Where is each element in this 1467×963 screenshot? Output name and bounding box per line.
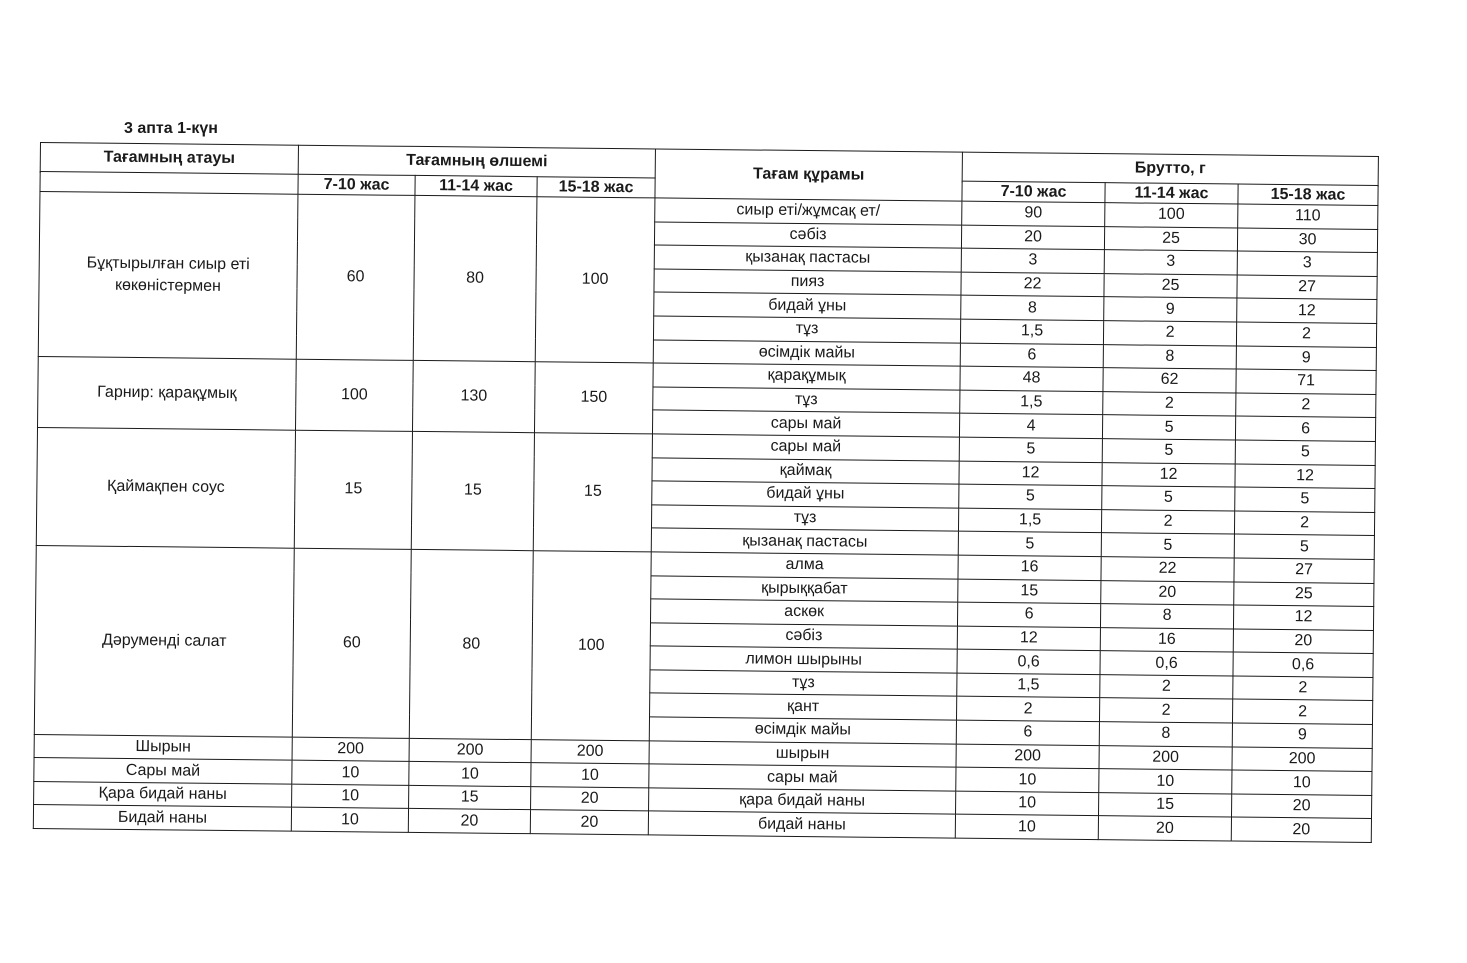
brutto-cell: 12 bbox=[1102, 462, 1235, 487]
brutto-cell: 16 bbox=[958, 555, 1101, 580]
brutto-cell: 27 bbox=[1234, 558, 1374, 583]
brutto-cell: 2 bbox=[1100, 675, 1233, 700]
brutto-cell: 2 bbox=[956, 697, 1099, 722]
brutto-cell: 12 bbox=[1235, 464, 1375, 489]
portion-cell: 15 bbox=[409, 785, 531, 810]
brutto-cell: 2 bbox=[1236, 322, 1376, 347]
brutto-cell: 9 bbox=[1232, 723, 1372, 748]
brutto-cell: 90 bbox=[962, 201, 1105, 226]
brutto-cell: 10 bbox=[956, 767, 1099, 792]
brutto-cell: 4 bbox=[959, 413, 1102, 438]
portion-cell: 15 bbox=[411, 431, 534, 550]
brutto-cell: 25 bbox=[1104, 226, 1237, 251]
ingredient-name-cell: өсімдік майы bbox=[649, 717, 956, 744]
brutto-cell: 5 bbox=[1234, 534, 1374, 559]
brutto-cell: 16 bbox=[1100, 627, 1233, 652]
brutto-cell: 8 bbox=[1100, 604, 1233, 629]
dish-name-cell: Шырын bbox=[34, 734, 292, 760]
brutto-cell: 22 bbox=[1101, 557, 1234, 582]
brutto-cell: 6 bbox=[957, 602, 1100, 627]
header-brutto: Брутто, г bbox=[962, 152, 1378, 185]
brutto-cell: 22 bbox=[961, 272, 1104, 297]
menu-table-body bbox=[33, 192, 1378, 843]
brutto-cell: 1,5 bbox=[957, 673, 1100, 698]
brutto-cell: 8 bbox=[1103, 344, 1236, 369]
ingredient-name-cell: тұз bbox=[650, 670, 957, 697]
ingredient-name-cell: қара бидай наны bbox=[649, 788, 956, 815]
dish-name-cell: Бұқтырылған сиыр еті көкөністермен bbox=[38, 192, 298, 360]
header-portion-age-2: 11-14 жас bbox=[415, 175, 537, 196]
portion-cell: 10 bbox=[292, 760, 409, 785]
brutto-cell: 9 bbox=[1104, 297, 1237, 322]
ingredient-name-cell: бидай ұны bbox=[652, 481, 959, 508]
portion-cell: 200 bbox=[292, 737, 409, 762]
portion-cell: 15 bbox=[533, 433, 652, 552]
brutto-cell: 30 bbox=[1237, 228, 1377, 253]
brutto-cell: 5 bbox=[1102, 486, 1235, 511]
ingredient-name-cell: лимон шырыны bbox=[650, 646, 957, 673]
portion-cell: 200 bbox=[409, 738, 531, 763]
brutto-cell: 3 bbox=[961, 248, 1104, 273]
ingredient-name-cell: сары май bbox=[652, 434, 959, 461]
brutto-cell: 2 bbox=[1099, 698, 1232, 723]
brutto-cell: 5 bbox=[1102, 415, 1235, 440]
brutto-cell: 20 bbox=[1233, 629, 1373, 654]
ingredient-name-cell: аскөк bbox=[651, 599, 958, 626]
brutto-cell: 20 bbox=[961, 225, 1104, 250]
portion-cell: 10 bbox=[409, 762, 531, 787]
ingredient-name-cell: өсімдік майы bbox=[653, 339, 960, 366]
ingredient-name-cell: қарақұмық bbox=[653, 363, 960, 390]
brutto-cell: 5 bbox=[1102, 439, 1235, 464]
brutto-cell: 12 bbox=[1233, 605, 1373, 630]
brutto-cell: 5 bbox=[959, 484, 1102, 509]
brutto-cell: 110 bbox=[1238, 204, 1378, 229]
portion-cell: 100 bbox=[535, 197, 655, 363]
ingredient-name-cell: пияз bbox=[654, 269, 961, 296]
portion-cell: 15 bbox=[294, 430, 412, 549]
brutto-cell: 1,5 bbox=[958, 508, 1101, 533]
portion-cell: 100 bbox=[295, 359, 413, 431]
ingredient-name-cell: сәбіз bbox=[650, 623, 957, 650]
brutto-cell: 6 bbox=[1235, 416, 1375, 441]
portion-cell: 10 bbox=[531, 763, 649, 788]
ingredient-name-cell: сиыр еті/жұмсақ ет/ bbox=[655, 198, 962, 225]
ingredient-name-cell: тұз bbox=[653, 316, 960, 343]
brutto-cell: 2 bbox=[1233, 676, 1373, 701]
menu-sheet bbox=[33, 142, 1379, 843]
ingredient-name-cell: қызанақ пастасы bbox=[654, 245, 961, 272]
brutto-cell: 6 bbox=[960, 343, 1103, 368]
brutto-cell: 200 bbox=[1232, 747, 1372, 772]
portion-cell: 20 bbox=[530, 810, 648, 835]
header-dish-spacer bbox=[40, 172, 298, 195]
header-brutto-age-1: 7-10 жас bbox=[962, 181, 1105, 202]
portion-cell: 60 bbox=[296, 194, 415, 360]
brutto-cell: 0,6 bbox=[1233, 652, 1373, 677]
brutto-cell: 2 bbox=[1232, 699, 1372, 724]
dish-name-cell: Сары май bbox=[34, 758, 292, 784]
brutto-cell: 10 bbox=[955, 815, 1098, 840]
brutto-cell: 2 bbox=[1236, 393, 1376, 418]
portion-cell: 10 bbox=[292, 784, 409, 809]
header-composition: Тағам құрамы bbox=[655, 149, 962, 201]
dish-name-cell: Дәруменді салат bbox=[34, 545, 294, 736]
dish-name-cell: Гарнир: қарақұмық bbox=[38, 357, 297, 430]
brutto-cell: 200 bbox=[956, 744, 1099, 769]
ingredient-name-cell: тұз bbox=[653, 387, 960, 414]
ingredient-name-cell: шырын bbox=[649, 741, 956, 768]
brutto-cell: 8 bbox=[1099, 722, 1232, 747]
menu-table bbox=[33, 142, 1379, 843]
ingredient-name-cell: қызанақ пастасы bbox=[651, 528, 958, 555]
portion-cell: 150 bbox=[534, 362, 653, 434]
ingredient-name-cell: қырыққабат bbox=[651, 575, 958, 602]
portion-cell: 20 bbox=[531, 787, 649, 812]
portion-cell: 60 bbox=[292, 548, 411, 738]
header-dish-name: Тағамның атауы bbox=[40, 143, 298, 175]
dish-name-cell: Қара бидай наны bbox=[34, 781, 292, 807]
brutto-cell: 5 bbox=[1235, 440, 1375, 465]
brutto-cell: 15 bbox=[958, 579, 1101, 604]
brutto-cell: 27 bbox=[1237, 275, 1377, 300]
brutto-cell: 10 bbox=[1232, 770, 1372, 795]
ingredient-name-cell: сары май bbox=[649, 764, 956, 791]
ingredient-name-cell: сары май bbox=[652, 410, 959, 437]
brutto-cell: 5 bbox=[1235, 487, 1375, 512]
brutto-cell: 10 bbox=[1099, 769, 1232, 794]
portion-cell: 100 bbox=[531, 551, 651, 741]
header-portion: Тағамның өлшемі bbox=[298, 145, 655, 178]
brutto-cell: 10 bbox=[956, 791, 1099, 816]
brutto-cell: 1,5 bbox=[960, 319, 1103, 344]
brutto-cell: 2 bbox=[1234, 511, 1374, 536]
brutto-cell: 200 bbox=[1099, 745, 1232, 770]
ingredient-name-cell: қант bbox=[650, 693, 957, 720]
brutto-cell: 2 bbox=[1103, 391, 1236, 416]
header-portion-age-3: 15-18 жас bbox=[537, 177, 655, 198]
ingredient-name-cell: қаймақ bbox=[652, 457, 959, 484]
brutto-cell: 0,6 bbox=[957, 649, 1100, 674]
ingredient-name-cell: бидай ұны bbox=[654, 292, 961, 319]
brutto-cell: 12 bbox=[957, 626, 1100, 651]
portion-cell: 20 bbox=[408, 809, 530, 834]
brutto-cell: 12 bbox=[959, 461, 1102, 486]
brutto-cell: 25 bbox=[1234, 582, 1374, 607]
brutto-cell: 62 bbox=[1103, 368, 1236, 393]
brutto-cell: 48 bbox=[960, 366, 1103, 391]
brutto-cell: 3 bbox=[1104, 250, 1237, 275]
brutto-cell: 0,6 bbox=[1100, 651, 1233, 676]
portion-cell: 80 bbox=[413, 195, 537, 361]
portion-cell: 10 bbox=[291, 808, 408, 833]
brutto-cell: 5 bbox=[959, 437, 1102, 462]
brutto-cell: 12 bbox=[1237, 298, 1377, 323]
brutto-cell: 6 bbox=[956, 720, 1099, 745]
ingredient-name-cell: алма bbox=[651, 552, 958, 579]
portion-cell: 130 bbox=[412, 361, 535, 433]
dish-name-cell: Қаймақпен соус bbox=[36, 427, 295, 548]
brutto-cell: 20 bbox=[1101, 580, 1234, 605]
brutto-cell: 2 bbox=[1103, 321, 1236, 346]
brutto-cell: 5 bbox=[958, 531, 1101, 556]
brutto-cell: 100 bbox=[1105, 203, 1238, 228]
brutto-cell: 20 bbox=[1098, 816, 1231, 841]
brutto-cell: 15 bbox=[1098, 792, 1231, 817]
ingredient-name-cell: тұз bbox=[651, 505, 958, 532]
brutto-cell: 5 bbox=[1101, 533, 1234, 558]
brutto-cell: 9 bbox=[1236, 346, 1376, 371]
header-portion-age-1: 7-10 жас bbox=[298, 174, 415, 195]
portion-cell: 200 bbox=[531, 739, 649, 764]
brutto-cell: 25 bbox=[1104, 273, 1237, 298]
header-brutto-age-3: 15-18 жас bbox=[1238, 184, 1378, 205]
ingredient-name-cell: бидай наны bbox=[648, 811, 955, 838]
brutto-cell: 2 bbox=[1101, 509, 1234, 534]
brutto-cell: 71 bbox=[1236, 369, 1376, 394]
brutto-cell: 8 bbox=[961, 296, 1104, 321]
brutto-cell: 1,5 bbox=[960, 390, 1103, 415]
header-brutto-age-2: 11-14 жас bbox=[1105, 183, 1238, 204]
portion-cell: 80 bbox=[409, 549, 533, 739]
brutto-cell: 20 bbox=[1231, 817, 1371, 842]
page-caption: 3 апта 1-күн bbox=[124, 120, 218, 137]
brutto-cell: 20 bbox=[1231, 794, 1371, 819]
brutto-cell: 3 bbox=[1237, 251, 1377, 276]
ingredient-name-cell: сәбіз bbox=[654, 222, 961, 249]
dish-name-cell: Бидай наны bbox=[33, 805, 291, 831]
